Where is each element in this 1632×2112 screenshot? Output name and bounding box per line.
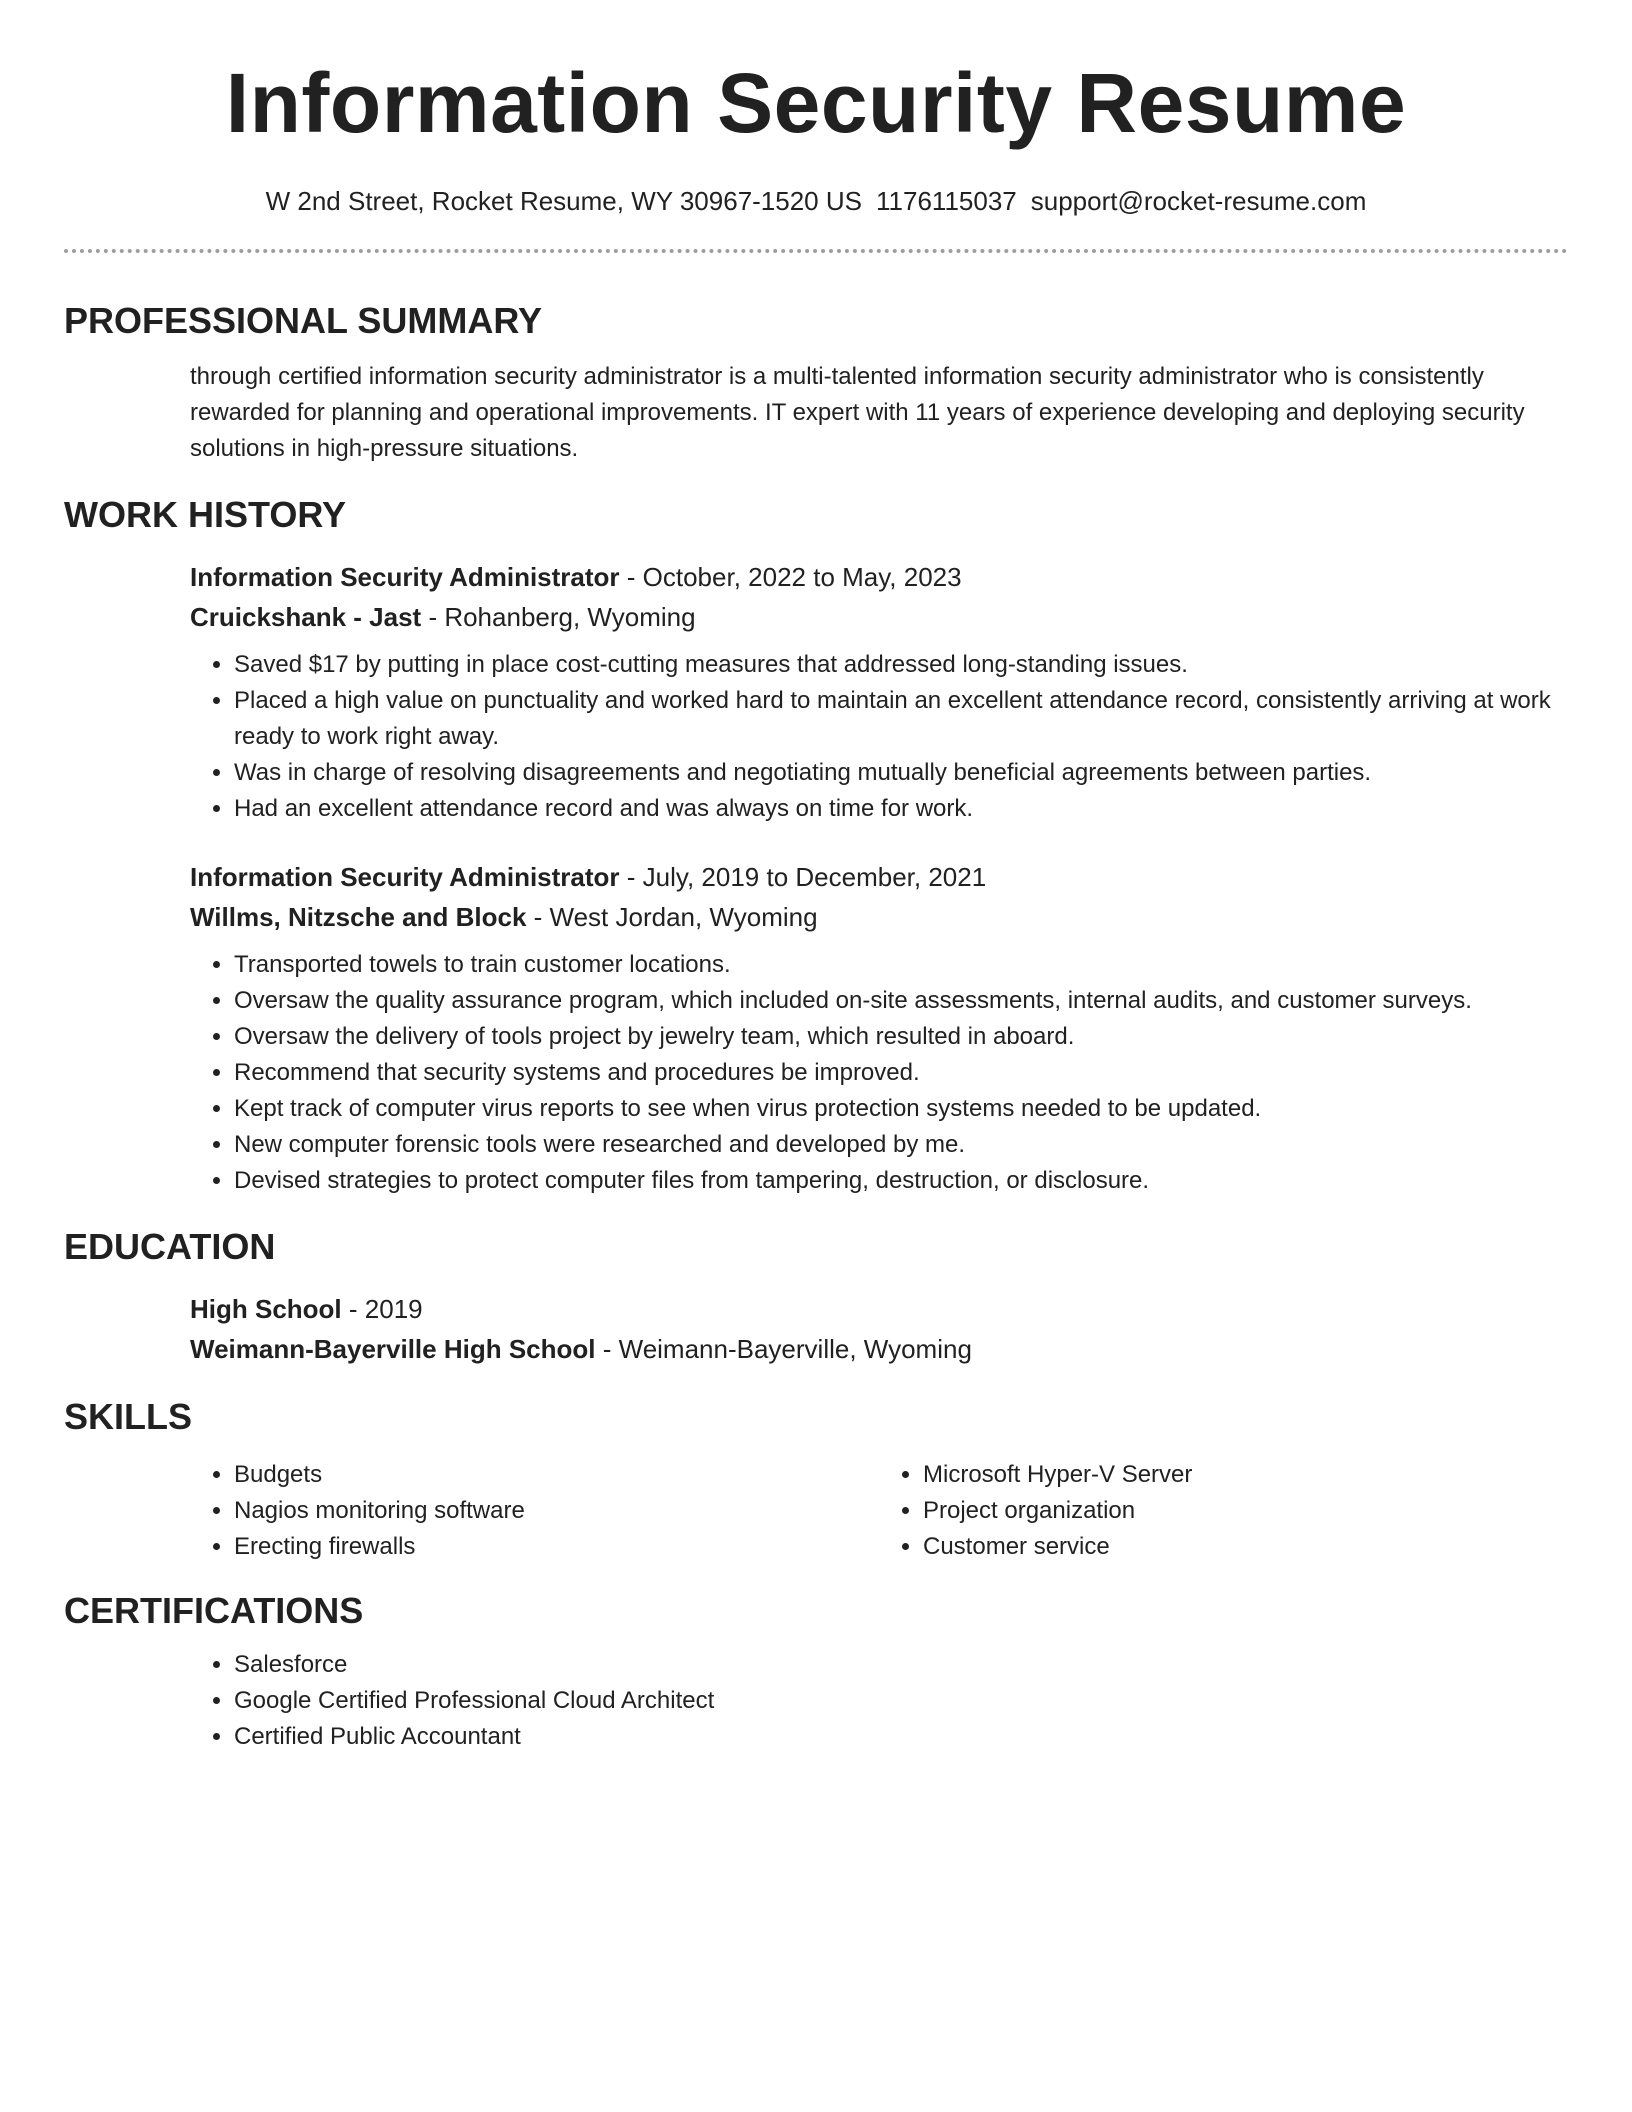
job-company-line <box>190 897 1568 937</box>
certification-item: • Google Certified Professional Cloud Architect <box>234 1683 1568 1719</box>
job-bullets <box>190 647 1568 827</box>
job-dates: - July, 2019 to December, 2021 <box>619 862 987 892</box>
skill-item: • Microsoft Hyper-V Server <box>923 1457 1568 1493</box>
job-company: Willms, Nitzsche and Block <box>190 902 527 932</box>
list-item: • Transported towels to train customer locations. <box>234 947 1568 983</box>
skills-list-right <box>879 1457 1568 1565</box>
work-history-heading: WORK HISTORY <box>64 494 347 535</box>
skills-list-left <box>190 1457 879 1565</box>
list-item: • Was in charge of resolving disagreements and negotiating mutually beneficial agreements between parties. <box>234 755 1568 791</box>
list-item: • Oversaw the quality assurance program, which included on-site assessments, internal audits, and customer surveys. <box>234 983 1568 1019</box>
list-item: • Placed a high value on punctuality and worked hard to maintain an excellent attendance record, consistently arriving at work ready to work right away. <box>234 683 1568 755</box>
job-title: Information Security Administrator <box>190 562 620 592</box>
resume-page <box>64 0 1568 1755</box>
skills-grid <box>190 1457 1568 1565</box>
job-title-line <box>190 857 1568 897</box>
certifications-section <box>190 1647 1568 1755</box>
job-dates: - October, 2022 to May, 2023 <box>619 562 962 592</box>
skill-item: • Erecting firewalls <box>234 1529 879 1565</box>
certification-item: • Salesforce <box>234 1647 1568 1683</box>
skills-heading: SKILLS <box>64 1396 193 1437</box>
contact-phone: 1176115037 <box>876 186 1017 216</box>
job-entry-2 <box>190 857 1568 1199</box>
contact-email: support@rocket-resume.com <box>1030 186 1367 216</box>
skill-item: • Nagios monitoring software <box>234 1493 879 1529</box>
header-divider <box>64 249 1568 253</box>
certification-item: • Certified Public Accountant <box>234 1719 1568 1755</box>
education-heading: EDUCATION <box>64 1226 276 1267</box>
list-item: • Devised strategies to protect computer files from tampering, destruction, or disclosure. <box>234 1163 1568 1199</box>
skill-item: • Customer service <box>923 1529 1568 1565</box>
job-title-line <box>190 557 1568 597</box>
job-company: Cruickshank - Jast <box>190 602 422 632</box>
education-school-line <box>190 1329 1568 1369</box>
certifications-list <box>190 1647 1568 1755</box>
job-title: Information Security Administrator <box>190 862 620 892</box>
summary-section <box>190 359 1568 467</box>
skill-item: • Project organization <box>923 1493 1568 1529</box>
contact-line <box>64 183 1568 219</box>
summary-text: through certified information security administrator is a multi-talented information security administrator who is consistently rewarded for planning and operational improvements. IT expert with 11 years of experience developing and deploying security solutions in high-pressure situations. <box>190 363 1525 462</box>
skills-section <box>190 1457 1568 1565</box>
list-item: • Oversaw the delivery of tools project by jewelry team, which resulted in aboard. <box>234 1019 1568 1055</box>
education-location: - Weimann-Bayerville, Wyoming <box>595 1334 972 1364</box>
summary-heading: PROFESSIONAL SUMMARY <box>64 300 543 341</box>
education-school: Weimann-Bayerville High School <box>190 1334 596 1364</box>
education-degree: High School <box>190 1294 342 1324</box>
list-item: • Saved $17 by putting in place cost-cutting measures that addressed long-standing issues. <box>234 647 1568 683</box>
certifications-heading: CERTIFICATIONS <box>64 1590 364 1631</box>
skill-item: • Budgets <box>234 1457 879 1493</box>
job-location: - Rohanberg, Wyoming <box>421 602 696 632</box>
job-bullets <box>190 947 1568 1199</box>
job-company-line <box>190 597 1568 637</box>
list-item: • Kept track of computer virus reports to see when virus protection systems needed to be updated. <box>234 1091 1568 1127</box>
job-location: - West Jordan, Wyoming <box>526 902 818 932</box>
education-year: - 2019 <box>341 1294 423 1324</box>
education-degree-line <box>190 1289 1568 1329</box>
contact-address: W 2nd Street, Rocket Resume, WY 30967-1520 US <box>265 186 862 216</box>
job-entry-1 <box>190 557 1568 827</box>
list-item: • New computer forensic tools were researched and developed by me. <box>234 1127 1568 1163</box>
list-item: • Recommend that security systems and procedures be improved. <box>234 1055 1568 1091</box>
list-item: • Had an excellent attendance record and was always on time for work. <box>234 791 1568 827</box>
resume-title: Information Security Resume <box>225 56 1407 150</box>
education-entry <box>190 1289 1568 1369</box>
